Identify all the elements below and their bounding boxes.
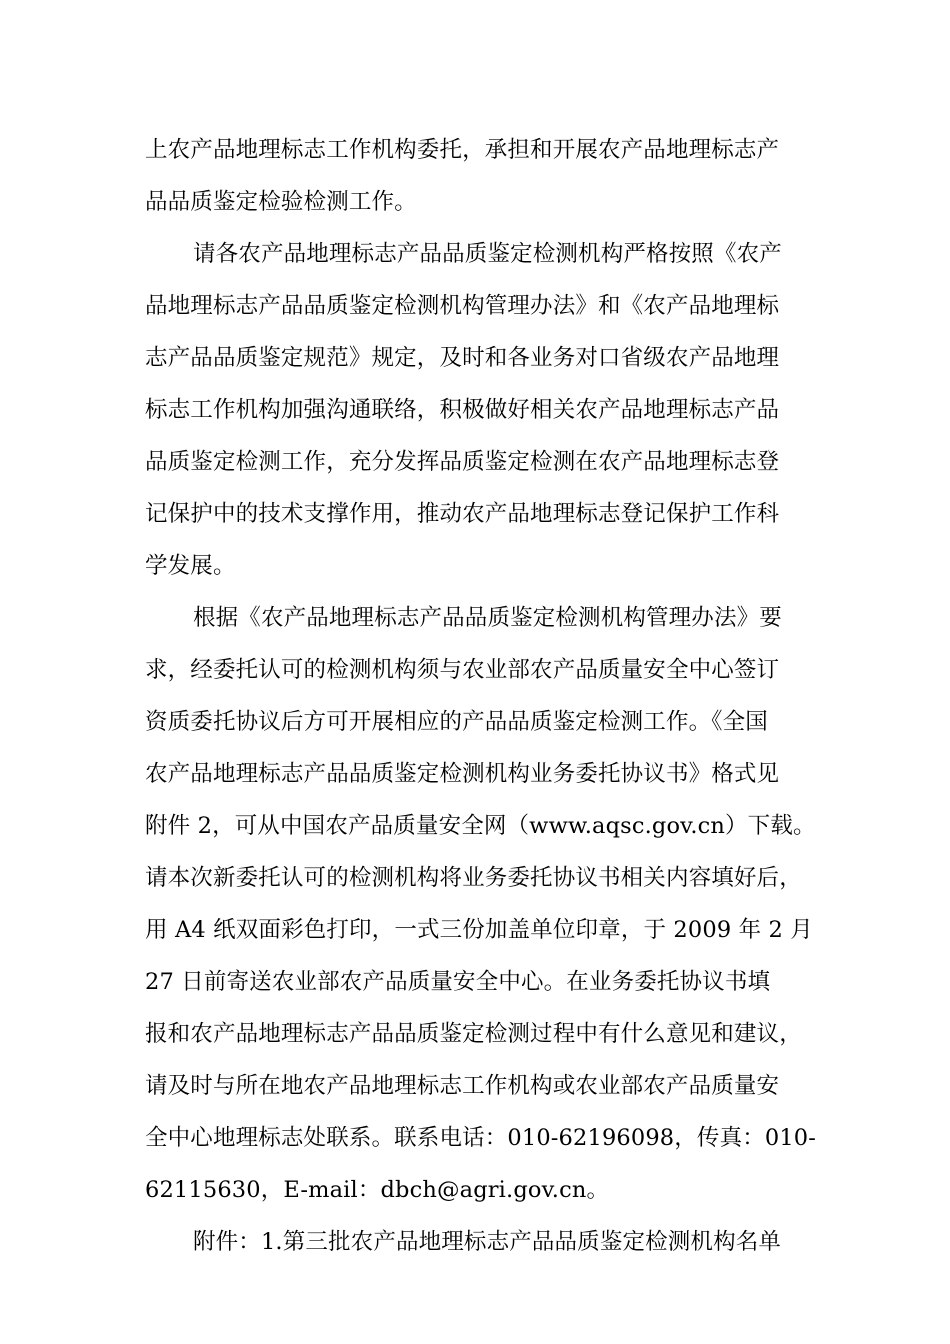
- text-line: 资质委托协议后方可开展相应的产品品质鉴定检测工作。《全国: [145, 709, 768, 735]
- paragraph-first-line: 根据《农产品地理标志产品品质鉴定检测机构管理办法》要: [193, 605, 782, 631]
- text-line: 用 A4 纸双面彩色打印，一式三份加盖单位印章，于 2009 年 2 月: [145, 917, 813, 943]
- text-line: 记保护中的技术支撑作用，推动农产品地理标志登记保护工作科: [145, 501, 780, 527]
- text-line: 请及时与所在地农产品地理标志工作机构或农业部农产品质量安: [145, 1073, 780, 1099]
- text-line: 上农产品地理标志工作机构委托，承担和开展农产品地理标志产: [145, 137, 780, 163]
- text-line: 品质鉴定检测工作，充分发挥品质鉴定检测在农产品地理标志登: [145, 449, 780, 475]
- text-line: 62115630，E-mail：dbch@agri.gov.cn。: [145, 1177, 610, 1203]
- text-line: 标志工作机构加强沟通联络，积极做好相关农产品地理标志产品: [145, 397, 780, 423]
- paragraph-first-line: 请各农产品地理标志产品品质鉴定检测机构严格按照《农产: [193, 241, 782, 267]
- text-line: 品地理标志产品品质鉴定检测机构管理办法》和《农产品地理标: [145, 293, 780, 319]
- text-line: 27 日前寄送农业部农产品质量安全中心。在业务委托协议书填: [145, 969, 771, 995]
- text-line: 报和农产品地理标志产品品质鉴定检测过程中有什么意见和建议，: [145, 1021, 802, 1047]
- text-line: 求，经委托认可的检测机构须与农业部农产品质量安全中心签订: [145, 657, 780, 683]
- text-line: 请本次新委托认可的检测机构将业务委托协议书相关内容填好后，: [145, 865, 802, 891]
- text-line: 附件 2，可从中国农产品质量安全网（www.aqsc.gov.cn）下载。: [145, 813, 816, 839]
- text-line: 品品质鉴定检验检测工作。: [145, 189, 417, 215]
- text-line: 学发展。: [145, 553, 236, 579]
- attachment-line: 附件：1.第三批农产品地理标志产品品质鉴定检测机构名单: [193, 1229, 782, 1255]
- text-line: 志产品品质鉴定规范》规定，及时和各业务对口省级农产品地理: [145, 345, 780, 371]
- text-line: 农产品地理标志产品品质鉴定检测机构业务委托协议书》格式见: [145, 761, 780, 787]
- text-line: 全中心地理标志处联系。联系电话：010-62196098，传真：010-: [145, 1125, 817, 1151]
